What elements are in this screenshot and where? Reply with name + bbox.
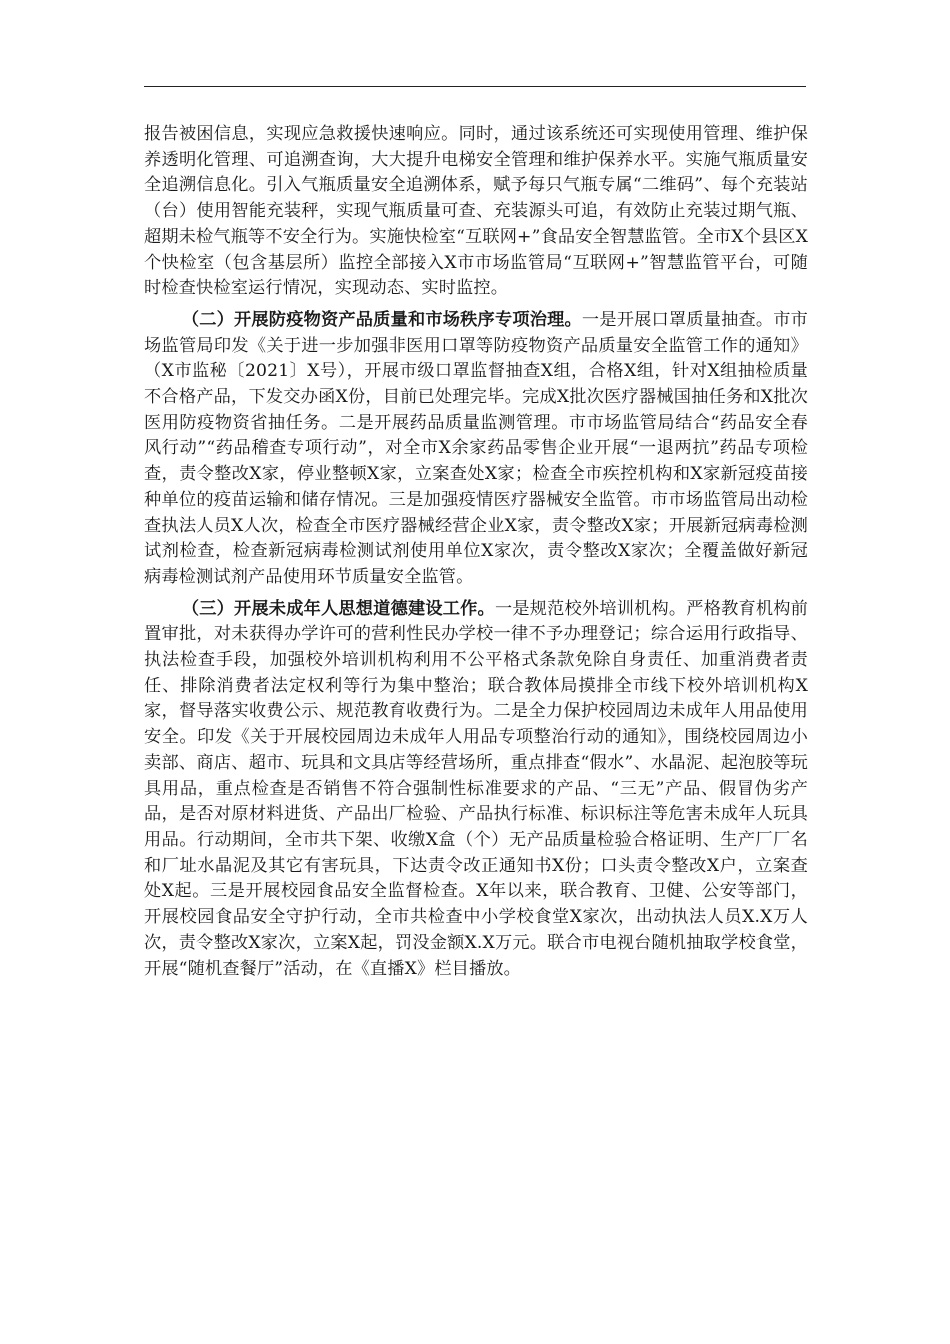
paragraph-text: 报告被困信息，实现应急救援快速响应。同时，通过该系统还可实现使用管理、维护保养透明化管理、可追溯查询，大大提升电梯安全管理和维护保养水平。实施气瓶质量安全追溯信息化。引入气瓶质量安全追溯体系，赋予每只气瓶专属“二维码”、每个充装站（台）使用智能充装秤，实现气瓶质量可查、充装源头可追，有效防止充装过期气瓶、超期未检气瓶等不安全行为。实施快检室“互联网+”食品安全智慧监管。全市X个县区X个快检室（包含基层所）监控全部接入X市市场监管局“互联网+”智慧监管平台，可随时检查快检室运行情况，实现动态、实时监控。 bbox=[144, 124, 809, 299]
section-heading: （二）开展防疫物资产品质量和市场秩序专项治理。 bbox=[181, 309, 582, 330]
paragraph-text: 一是规范校外培训机构。严格教育机构前置审批，对未获得办学许可的营利性民办学校一律不予办理登记；综合运用行政指导、执法检查手段，加强校外培训机构利用不公平格式条款免除自身责任、加重消费者责任、排除消费者法定权利等行为集中整治；联合教体局摸排全市线下校外培训机构X家，督导落实收费公示、规范教育收费行为。二是全力保护校园周边未成年人用品使用安全。印发《关于开展校园周边未成年人用品专项整治行动的通知》，围绕校园周边小卖部、商店、超市、玩具和文具店等经营场所，重点排查“假水”、水晶泥、起泡胶等玩具用品，重点检查是否销售不符合强制性标准要求的产品、“三无”产品、假冒伪劣产品，是否对原材料进货、产品出厂检验、产品执行标准、标识标注等危害未成年人玩具用品。行动期间，全市共下架、收缴X盒（个）无产品质量检验合格证明、生产厂厂名和厂址水晶泥及其它有害玩具，下达责令改正通知书X份；口头责令整改X户，立案查处X起。三是开展校园食品安全监督检查。X年以来，联合教育、卫健、公安等部门，开展校园食品安全守护行动，全市共检查中小学校食堂X家次，出动执法人员X.X万人次，责令整改X家次，立案X起，罚没金额X.X万元。联合市电视台随机抽取学校食堂，开展“随机查餐厅”活动，在《直播X》栏目播放。 bbox=[144, 598, 809, 979]
header-rule bbox=[144, 86, 806, 87]
paragraph-section-2 bbox=[144, 308, 808, 591]
section-heading: （三）开展未成年人思想道德建设工作。 bbox=[181, 598, 495, 619]
document-body bbox=[144, 122, 808, 982]
paragraph-section-3 bbox=[144, 597, 808, 983]
paragraph-continuation bbox=[144, 122, 808, 302]
paragraph-text: 一是开展口罩质量抽查。市市场监管局印发《关于进一步加强非医用口罩等防疫物资产品质量安全监管工作的通知》（X市监秘〔2021〕X号），开展市级口罩监督抽查X组，合格X组，针对X组抽检质量不合格产品，下发交办函X份，目前已处理完毕。完成X批次医疗器械国抽任务和X批次医用防疫物资省抽任务。二是开展药品质量监测管理。市市场监管局结合“药品安全春风行动”“药品稽查专项行动”，对全市X余家药品零售企业开展“一退两抗”药品专项检查，责令整改X家，停业整顿X家，立案查处X家；检查全市疾控机构和X家新冠疫苗接种单位的疫苗运输和储存情况。三是加强疫情医疗器械安全监管。市市场监管局出动检查执法人员X人次，检查全市医疗器械经营企业X家，责令整改X家；开展新冠病毒检测试剂检查，检查新冠病毒检测试剂使用单位X家次，责令整改X家次；全覆盖做好新冠病毒检测试剂产品使用环节质量安全监管。 bbox=[144, 309, 809, 587]
